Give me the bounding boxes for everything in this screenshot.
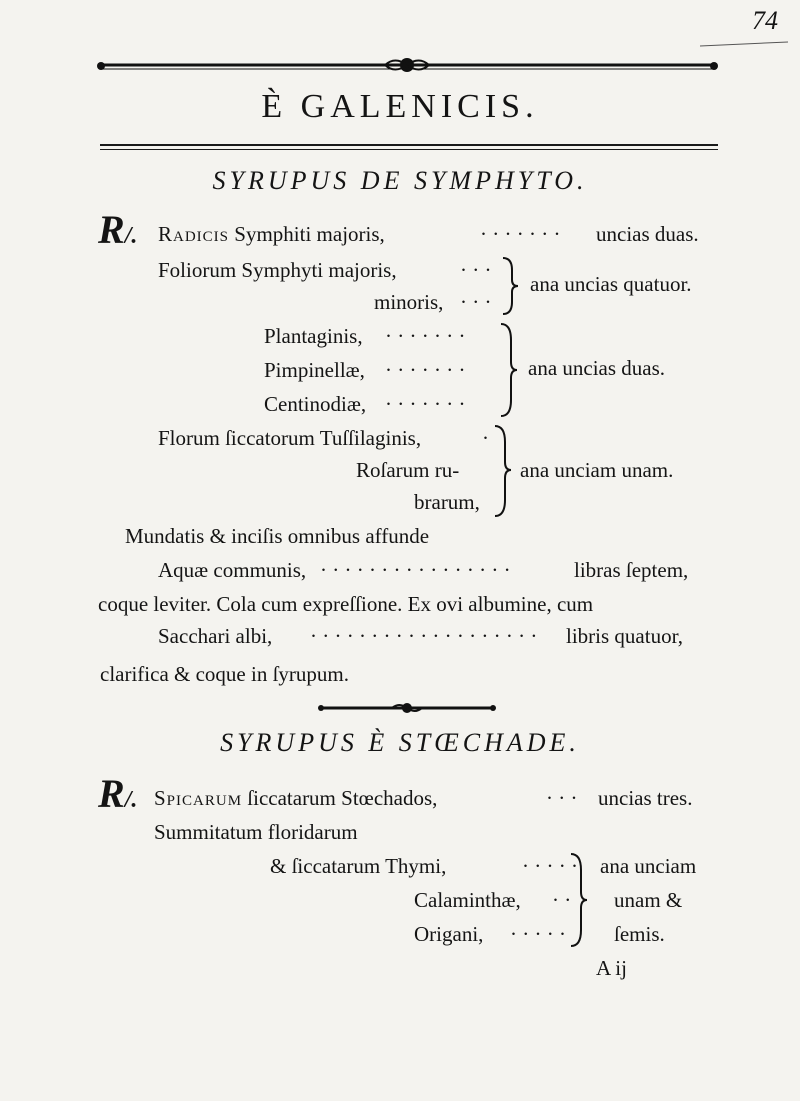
ingredient-sacchari: Sacchari albi, bbox=[158, 624, 273, 648]
heading-double-rule bbox=[100, 144, 718, 150]
leader-dots: · · · · · · · bbox=[385, 324, 466, 348]
page-heading: È GALENICIS. bbox=[261, 88, 539, 125]
ingredient-florum: Florum ſiccatorum Tuſſilaginis, bbox=[158, 426, 422, 450]
leader-dots: · · · · · · · · · · · · · · · · · · · bbox=[310, 624, 538, 648]
ingredient-origani: Origani, bbox=[414, 922, 484, 946]
section-title-symphyto: SYRUPUS DE SYMPHYTO. bbox=[212, 166, 588, 195]
ingredient-foliorum: Foliorum Symphyti majoris, bbox=[158, 258, 397, 282]
leader-dots: · · · bbox=[460, 258, 492, 282]
brace-4 bbox=[568, 852, 590, 948]
instruction-mundatis: Mundatis & inciſis omnibus affunde bbox=[125, 524, 430, 548]
leader-dots: · · · bbox=[460, 290, 492, 314]
brace-2 bbox=[498, 322, 520, 418]
amount-thymi-1: ana unciam bbox=[600, 854, 697, 878]
leader-dots: · · bbox=[552, 888, 572, 912]
leader-dots: · · · · · · · bbox=[385, 392, 466, 416]
ingredient-pimpinellae: Pimpinellæ, bbox=[264, 358, 365, 382]
recipe-symbol: R/. bbox=[98, 207, 138, 252]
section-ornament-rule bbox=[316, 700, 498, 716]
leader-dots: · · · · · · · bbox=[480, 222, 561, 246]
amount-thymi-2: unam & bbox=[614, 888, 683, 912]
corner-underline bbox=[700, 40, 790, 50]
ingredient-thymi: & ſiccatarum Thymi, bbox=[270, 854, 447, 878]
amount-spicarum: uncias tres. bbox=[598, 786, 693, 810]
ingredient-brarum: brarum, bbox=[414, 490, 480, 514]
signature-mark: A ij bbox=[596, 956, 627, 980]
brace-3 bbox=[492, 424, 514, 518]
amount-thymi-3: ſemis. bbox=[614, 922, 665, 946]
top-ornament-rule bbox=[95, 52, 720, 78]
ingredient-summitatum: Summitatum floridarum bbox=[154, 820, 358, 844]
ingredient-centinodiae: Centinodiæ, bbox=[264, 392, 367, 416]
amount-aquae: libras ſeptem, bbox=[574, 558, 689, 582]
recipe-symbol: R/. bbox=[98, 771, 138, 816]
ingredient-radicis: Radicis Symphiti majoris, bbox=[158, 222, 385, 246]
leader-dots: · bbox=[482, 426, 489, 450]
leader-dots: · · · · · bbox=[522, 854, 578, 878]
ingredient-rosarum: Roſarum ru- bbox=[356, 458, 460, 482]
amount-sacchari: libris quatuor, bbox=[566, 624, 683, 648]
amount-foliorum: ana uncias quatuor. bbox=[530, 272, 692, 296]
leader-dots: · · · · · bbox=[510, 922, 566, 946]
amount-radicis: uncias duas. bbox=[596, 222, 699, 246]
ingredient-calaminthae: Calaminthæ, bbox=[414, 888, 521, 912]
ingredient-minoris: minoris, bbox=[374, 290, 444, 314]
leader-dots: · · · · · · · bbox=[385, 358, 466, 382]
leader-dots: · · · bbox=[546, 786, 578, 810]
section-title-stoechade: SYRUPUS È STŒCHADE. bbox=[220, 728, 580, 757]
ingredient-aquae: Aquæ communis, bbox=[158, 558, 307, 582]
amount-florum: ana unciam unam. bbox=[520, 458, 674, 482]
ingredient-plantaginis: Plantaginis, bbox=[264, 324, 363, 348]
brace-1 bbox=[500, 256, 520, 316]
instruction-coque: coque leviter. Cola cum expreſſione. Ex ovi albumine, cum bbox=[98, 592, 594, 616]
ingredient-spicarum: Spicarum ſiccatarum Stœchados, bbox=[154, 786, 438, 810]
instruction-clarifica: clarifica & coque in ſyrupum. bbox=[100, 662, 349, 686]
amount-plantaginis: ana uncias duas. bbox=[528, 356, 666, 380]
corner-page-number: 74 bbox=[752, 6, 778, 35]
leader-dots: · · · · · · · · · · · · · · · · bbox=[320, 558, 511, 582]
